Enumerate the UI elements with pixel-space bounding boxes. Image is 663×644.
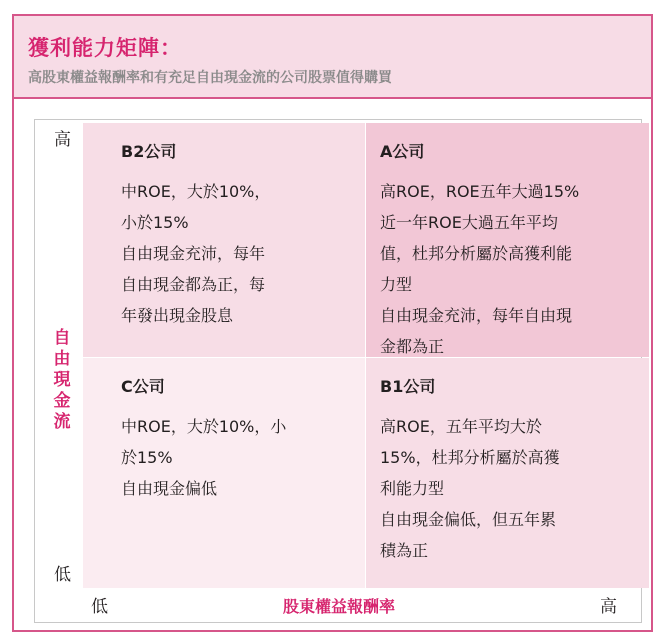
quadrant-b2 — [83, 123, 365, 357]
description-line: 金都為正 — [380, 337, 445, 356]
description-line: 值，杜邦分析屬於高獲利能 — [380, 244, 573, 263]
quadrant-title: B1公司 — [380, 377, 436, 396]
y-axis-low-label: 低 — [54, 565, 71, 585]
quadrant-title: C公司 — [121, 377, 165, 396]
quadrant-c — [83, 358, 365, 588]
description-line: 自由現金偏低 — [121, 479, 218, 498]
y-axis-high-label: 高 — [54, 130, 71, 150]
quadrant-title: A公司 — [380, 142, 425, 161]
header — [14, 16, 651, 99]
quadrant-a — [366, 123, 649, 357]
description-line: 年發出現金股息 — [121, 306, 234, 325]
quadrant-description — [121, 176, 270, 331]
description-line: 自由現金充沛，每年自由現 — [380, 306, 573, 325]
x-axis-low-label: 低 — [91, 597, 108, 617]
x-axis-high-label: 高 — [600, 597, 617, 617]
description-line: 中ROE，大於10%， — [121, 182, 271, 201]
quadrant-description — [380, 176, 579, 357]
y-axis-title: 自 由 現 金 流 — [53, 328, 71, 432]
x-axis-title: 股東權益報酬率 — [283, 597, 396, 616]
quadrant-description — [121, 411, 286, 504]
profitability-matrix — [34, 119, 642, 623]
description-line: 中ROE，大於10%，小 — [121, 417, 287, 436]
description-line: 小於15% — [121, 213, 189, 232]
description-line: 近一年ROE大過五年平均 — [380, 213, 558, 232]
description-line: 積為正 — [380, 541, 429, 560]
description-line: 高ROE，五年平均大於 — [380, 417, 542, 436]
description-line: 力型 — [380, 275, 413, 294]
matrix-frame — [12, 14, 653, 632]
quadrant-description — [380, 411, 560, 566]
description-line: 高ROE，ROE五年大過15% — [380, 182, 580, 201]
page-title: 獲利能力矩陣： — [28, 36, 182, 60]
description-line: 自由現金充沛，每年 — [121, 244, 266, 263]
description-line: 15%，杜邦分析屬於高獲 — [380, 448, 560, 467]
quadrant-b1 — [366, 358, 649, 588]
page-subtitle: 高股東權益報酬率和有充足自由現金流的公司股票值得購買 — [28, 70, 392, 86]
description-line: 自由現金偏低，但五年累 — [380, 510, 557, 529]
description-line: 自由現金都為正，每 — [121, 275, 266, 294]
quadrant-title: B2公司 — [121, 142, 177, 161]
description-line: 利能力型 — [380, 479, 445, 498]
description-line: 於15% — [121, 448, 173, 467]
